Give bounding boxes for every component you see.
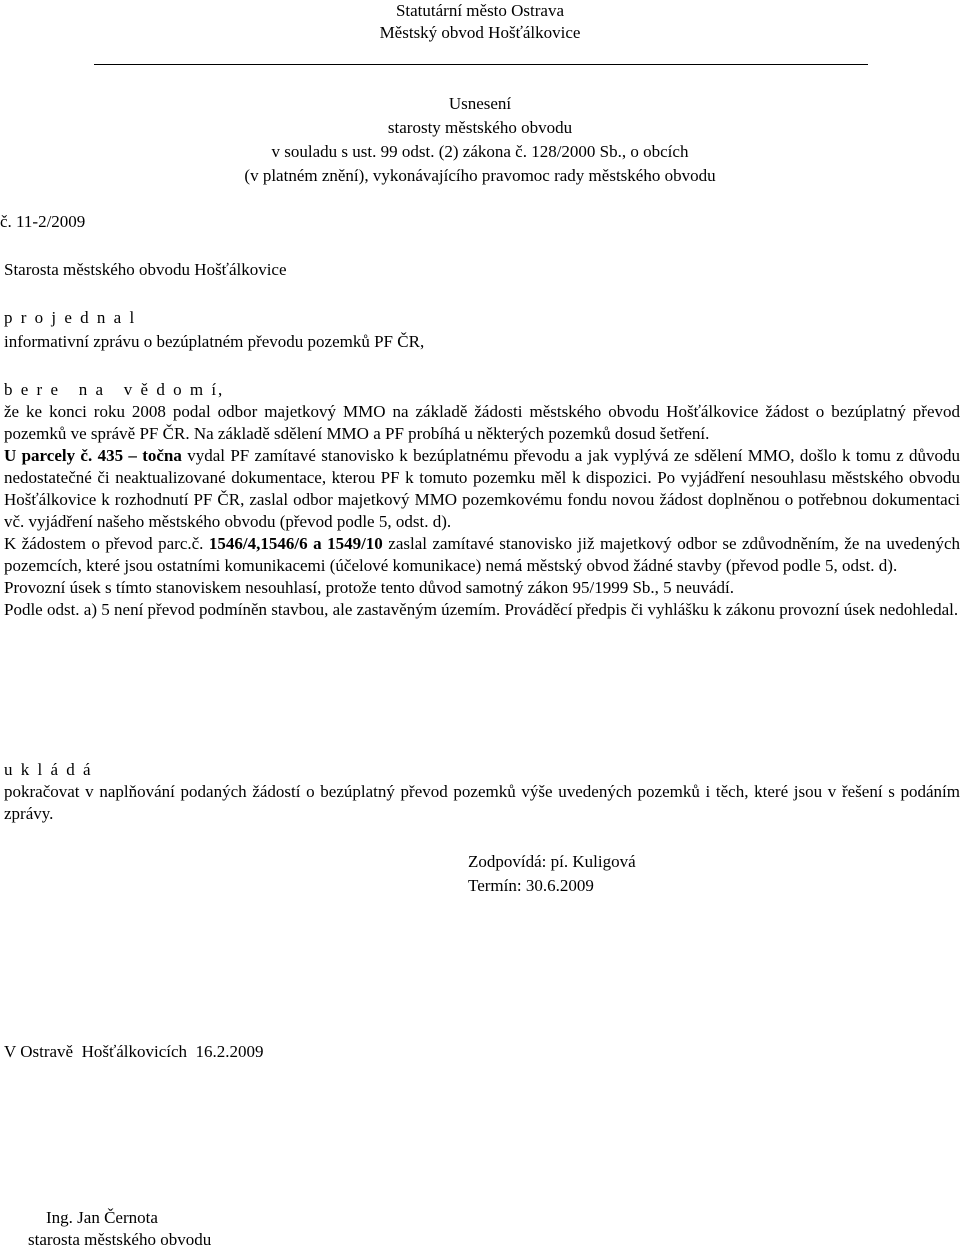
parcel-label: U parcely č. [4, 446, 93, 465]
bere-p3 [4, 533, 960, 577]
signature-name: Ing. Jan Černota [46, 1208, 158, 1227]
bere-p2 [4, 445, 960, 533]
header-district: Městský obvod Hošťálkovice [379, 23, 581, 42]
header-divider [94, 64, 868, 65]
title-line3: v souladu s ust. 99 odst. (2) zákona č. 128/2000 Sb., o obcích [271, 142, 689, 161]
responsible-person: Zodpovídá: pí. Kuligová [468, 852, 636, 871]
parcel-numbers: 1546/4,1546/6 a 1549/10 [208, 534, 383, 553]
signature-role: starosta městského obvodu [28, 1230, 212, 1249]
projednal-label: p r o j e d n a l [4, 308, 137, 327]
bere-p2-text: vydal PF zamítavé stanovisko k bezúplatnému převodu a jak vyplývá ze sdělení MMO, došlo k tomu z důvodu nedostatečné či neaktualizované dokumentace, kterou PF k tomuto pozemku měl k dispozici. Po vyjádření nesouhlasu městského obvodu Hošťálkovice k rozhodnutí PF ČR, zaslal odbor majetkový MMO pozemkovému fondu novou žádost doplněnou o potřebnou dokumentaci vč. vyjádření našeho městského obvodu (převod podle 5, odst. d). [4, 446, 960, 531]
parcel-number: 435 – točna [97, 446, 182, 465]
actor: Starosta městského obvodu Hošťálkovice [4, 260, 287, 279]
title-line2: starosty městského obvodu [387, 118, 573, 137]
header-city: Statutární město Ostrava [395, 1, 565, 20]
bere-p4: Provozní úsek s tímto stanoviskem nesouhlasí, protože tento důvod samotný zákon 95/1999 Sb., 5 neuvádí. [4, 578, 734, 597]
title-line4: (v platném znění), vykonávajícího pravomoc rady městského obvodu [244, 166, 716, 185]
bere-p3-lead: K žádostem o převod parc.č. [4, 534, 204, 553]
place-date: V Ostravě Hošťálkovicích 16.2.2009 [4, 1042, 264, 1061]
bere-p3-text: zaslal zamítavé stanovisko již majetkový odbor se zdůvodněním, že na uvedených pozemcích, které jsou ostatními komunikacemi (účelové komunikace) nemá městský obvod žádné stavby (převod podle 5, odst. d). [4, 534, 960, 575]
bere-label: b e r e n a v ě d o m í, [4, 380, 225, 399]
bere-p1: že ke konci roku 2008 podal odbor majetkový MMO na základě žádosti městského obvodu Hošťálkovice žádost o bezúplatný převod pozemků ve správě PF ČR. Na základě sdělení MMO a PF probíhá u některých pozemků dosud šetření. [4, 402, 960, 443]
deadline: Termín: 30.6.2009 [468, 876, 594, 895]
bere-p5: Podle odst. a) 5 není převod podmíněn stavbou, ale zastavěným územím. Prováděcí předpis či vyhlášku k zákonu provozní úsek nedohledal. [4, 600, 959, 619]
uklada-text: pokračovat v naplňování podaných žádostí o bezúplatný převod pozemků výše uvedených pozemků i těch, které jsou v řešení s podáním zprávy. [4, 782, 960, 823]
resolution-number: č. 11-2/2009 [0, 212, 86, 231]
bere-body [4, 401, 960, 621]
projednal-text: informativní zprávu o bezúplatném převodu pozemků PF ČR, [4, 332, 425, 351]
uklada-label: u k l á d á [4, 760, 93, 779]
title-line1: Usnesení [448, 94, 512, 113]
